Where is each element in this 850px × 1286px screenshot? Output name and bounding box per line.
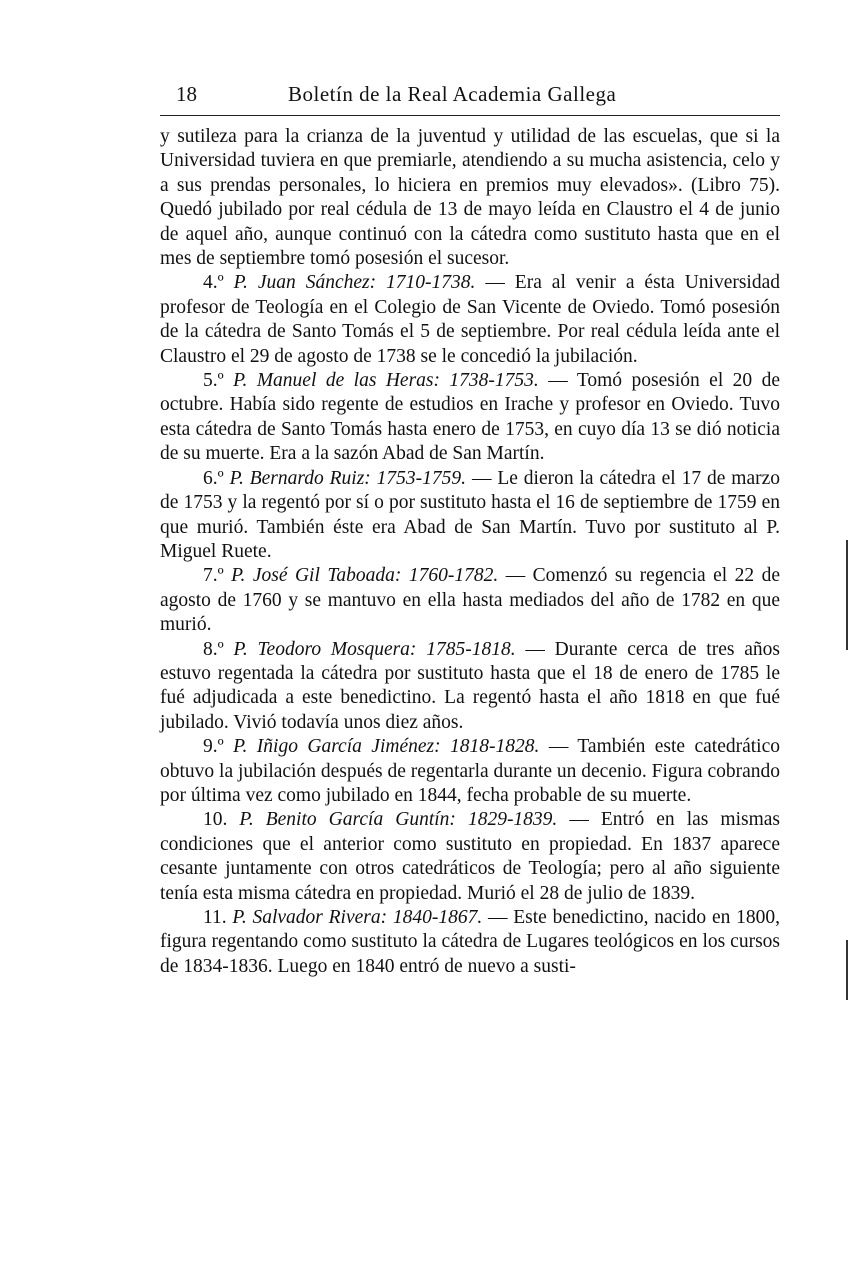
entry-number: 5.º <box>203 370 224 392</box>
paragraph-text: y sutileza para la crianza de la juventud y utilidad de las escuelas, que si la Universidad tuviera en que premiarle, atendiendo a su mucha asistencia, celo y a sus prendas personales, lo hiciera en premios muy elevados». (Libro 75). Quedó jubilado por real cédula de 13 de mayo leída en Claustro el 4 de junio de aquel año, aunque continuó con la cátedra como sustituto hasta que en el mes de septiembre tomó posesión el sucesor. <box>160 126 780 270</box>
entry-text: — Durante cerca de tres años estuvo regentada la cátedra por sustituto hasta que el 18 de enero de 1785 le fué adjudicada a este benedictino. La regentó hasta el año 1818 en que fué jubilado. Vivió todavía unos diez años. <box>160 638 780 733</box>
entry-number: 9.º <box>203 736 224 758</box>
paragraph-continuation <box>160 125 780 271</box>
header-rule <box>160 115 780 116</box>
entry-text: — Entró en las mismas condiciones que el anterior como sustituto en propiedad. En 1837 aparece cesante juntamente con otros catedráticos de Teología; pero al año siguiente tenía esta misma cátedra en propiedad. Murió el 28 de julio de 1839. <box>160 809 780 904</box>
entry-name: P. Teodoro Mosquera: 1785-1818. <box>233 638 516 660</box>
entry-text: — Comenzó su regencia el 22 de agosto de 1760 y se mantuvo en ella hasta mediados del año de 1782 en que murió. <box>160 565 781 636</box>
entry-paragraph <box>160 735 780 808</box>
margin-mark <box>846 540 848 650</box>
body-text <box>160 125 780 979</box>
running-title: Boletín de la Real Academia Gallega <box>288 82 617 106</box>
page-header <box>160 82 780 112</box>
entry-name: P. Manuel de las Heras: 1738-1753. <box>233 370 539 392</box>
entry-text: — Tomó posesión el 20 de octubre. Había sido regente de estudios en Irache y profesor en Oviedo. Tuvo esta cátedra de Santo Tomás hasta enero de 1753, en cuyo día 13 se dió noticia de su muerte. Era a la sazón Abad de San Martín. <box>160 370 781 465</box>
entry-name: P. Bernardo Ruiz: 1753-1759. <box>229 467 467 489</box>
entry-name: P. Iñigo García Jiménez: 1818-1828. <box>233 736 540 758</box>
entry-name: P. Salvador Rivera: 1840-1867. <box>232 907 483 928</box>
entry-text: — Este benedictino, nacido en 1800, figura regentando como sustituto la cátedra de Lugares teológicos en los cursos de 1834-1836. Luego en 1840 entró de nuevo a susti- <box>160 907 780 977</box>
page-number: 18 <box>176 82 197 106</box>
entry-number: 10. <box>203 809 228 831</box>
entry-number: 4.º <box>203 272 224 294</box>
entry-paragraph <box>160 271 780 369</box>
margin-mark <box>846 940 848 1000</box>
entry-paragraph <box>160 564 780 637</box>
entry-number: 7.º <box>203 565 224 587</box>
entry-paragraph <box>160 467 780 565</box>
entry-name: P. Benito García Guntín: 1829-1839. <box>239 809 558 831</box>
entry-number: 6.º <box>203 467 224 489</box>
entry-text: — También este catedrático obtuvo la jubilación después de regentarla durante un decenio. Figura cobrando por última vez como jubilado en 1844, fecha probable de su muerte. <box>160 736 781 806</box>
entry-name: P. José Gil Taboada: 1760-1782. <box>231 565 499 587</box>
entry-number: 8.º <box>203 638 224 660</box>
entry-paragraph <box>160 808 780 906</box>
entry-number: 11. <box>203 907 227 928</box>
entry-name: P. Juan Sánchez: 1710-1738. <box>233 272 476 294</box>
entry-paragraph <box>160 638 780 736</box>
entry-text: — Le dieron la cátedra el 17 de marzo de 1753 y la regentó por sí o por sustituto hasta el 16 de septiembre de 1759 en que murió. También éste era Abad de San Martín. Tuvo por sustituto al P. Miguel Ruete. <box>160 467 781 562</box>
entry-paragraph <box>160 906 780 979</box>
entry-paragraph <box>160 369 780 467</box>
entry-text: — Era al venir a ésta Universidad profesor de Teología en el Colegio de San Vicente de Oviedo. Tomó posesión de la cátedra de Santo Tomás el 5 de septiembre. Por real cédula leída ante el Claustro el 29 de agosto de 1738 se le concedió la jubilación. <box>160 272 781 367</box>
